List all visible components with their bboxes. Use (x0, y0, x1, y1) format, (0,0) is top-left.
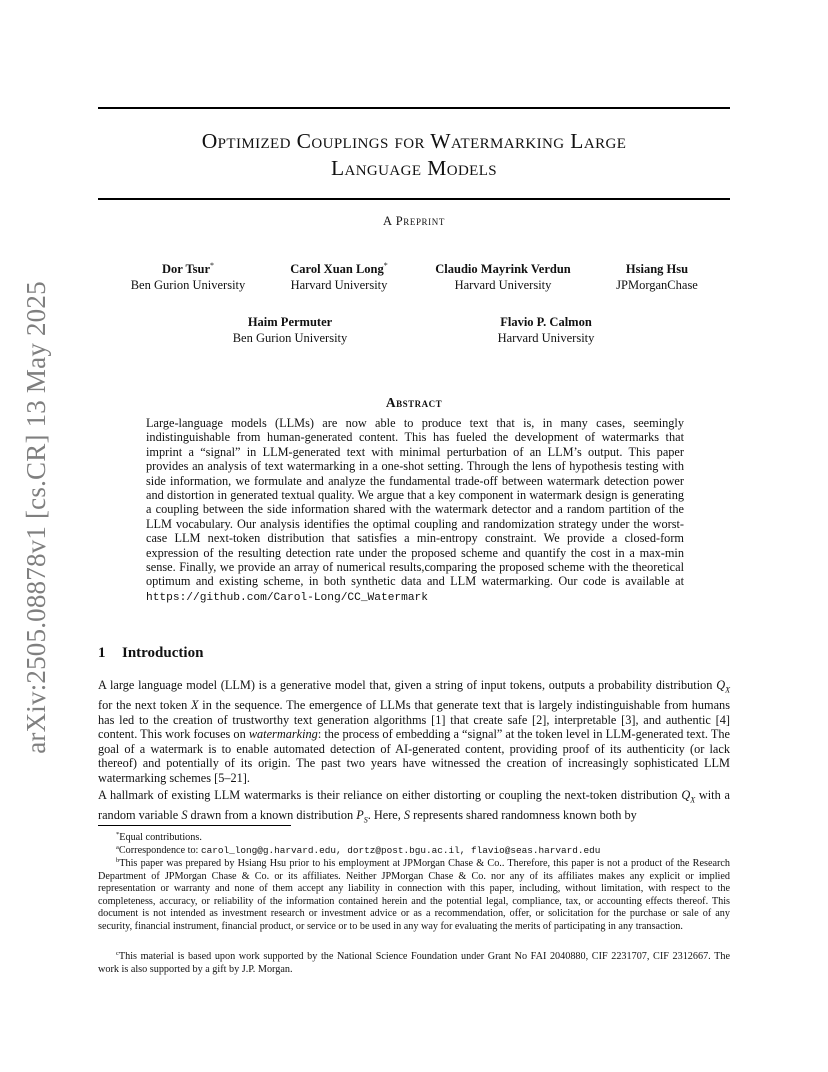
arxiv-stamp-text: arXiv:2505.08878v1 [cs.CR] 13 May 2025 (20, 281, 51, 754)
author-affiliation: Harvard University (290, 278, 388, 292)
author-block (210, 311, 370, 346)
author-block (472, 311, 620, 346)
abstract-body (146, 416, 684, 605)
author-affiliation: Ben Gurion University (232, 331, 348, 345)
intro-paragraph-2: A hallmark of existing LLM watermarks is their reliance on either distorting or coupling the next-token distribution $Q_X$ with a random variable S drawn from a known distribution $P_S$. Here, S represents shared randomness known both by (98, 788, 730, 825)
abstract-heading: Abstract (385, 395, 443, 410)
math-symbol: S (181, 808, 188, 823)
author-block (598, 258, 716, 293)
author-name: Carol Xuan Long* (290, 261, 388, 276)
author-block (258, 258, 420, 293)
author-block (412, 258, 594, 293)
author-name: Haim Permuter (247, 315, 333, 329)
footnote-rule (98, 825, 291, 826)
math-symbol: $Q_X$ (681, 788, 696, 805)
abstract-text: Large-language models (LLMs) are now able to produce text that is, in many cases, seemingly indistinguishable from human-generated content. This has fueled the development of watermarks that imprint a “signal” in LLM-generated text with minimal perturbation of an LLM’s output. This paper provides an analysis of text watermarking in a one-shot setting. Through the lens of hypothesis testing with side information, we formulate and analyze the fundamental trade-off between watermark detection power and distortion in generated textual quality. We argue that a key component in watermark design is generating a coupling between the side information shared with the watermark detector and a random partition of the LLM vocabulary. Our analysis identifies the optimal coupling and randomization strategy under the worst-case LLM next-token distribution that satisfies a min-entropy constraint. We provide a closed-form expression of the resulting detection rate under the proposed scheme and quantify the cost in a max-min sense. Finally, we provide an array of numerical results,comparing the proposed scheme with the theoretical optimum and existing scheme, in both synthetic data and LLM watermarking. Our code is available at (146, 416, 684, 589)
section-heading (98, 645, 730, 662)
author-affiliation: Harvard University (497, 331, 595, 345)
footnote-correspondence: $^a$Correspondence to: carol_long@g.harvard.edu, dortz@post.bgu.ac.il, flavio@seas.harvard.edu (116, 844, 601, 856)
emphasis-text: watermarking (248, 727, 318, 742)
author-name: Flavio P. Calmon (500, 315, 592, 329)
footnote-equal-contribution: *Equal contributions. (116, 831, 202, 843)
author-name: Hsiang Hsu (625, 262, 689, 276)
footnote-disclaimer: $^b$This paper was prepared by Hsiang Hsu prior to his employment at JPMorgan Chase & Co.. Therefore, this paper is not a product of the Research Department of JPMorgan Chase & Co. or its affiliates. Neither JPMorgan Chase & Co. nor any of its affiliates makes any explicit or implied representation or warranty and none of them accept any liability in connection with this paper, including, without limitation, with respect to the completeness, accuracy, or reliability of the information contained herein and the potential legal, compliance, tax, or accounting effects thereof. This document is not intended as investment research or investment advice or as a recommendation, offer, or solicitation for the purchase or sale of any security, financial instrument, financial product, or service or to be used in any way for evaluating the merits of participating in any transaction. (98, 857, 730, 932)
footnote-funding: $^c$This material is based upon work supported by the National Science Foundation under Grant No FAI 2040880, CIF 2231707, CIF 2312667. The work is also supported by a gift by J.P. Morgan. (98, 950, 730, 975)
preprint-label: A Preprint (383, 214, 445, 228)
code-link[interactable]: https://github.com/Carol-Long/CC_Watermark (146, 591, 428, 604)
title-line-2: Language Models (330, 156, 498, 180)
title-line-1: Optimized Couplings for Watermarking Large (201, 129, 627, 153)
title-rule-bottom (98, 198, 730, 200)
author-affiliation: Harvard University (454, 278, 552, 292)
section-title: Introduction (122, 645, 204, 661)
arxiv-stamp (16, 275, 56, 760)
intro-paragraph-1: A large language model (LLM) is a generative model that, given a string of input tokens, outputs a probability distribution $Q_X$ for the next token X in the sequence. The emergence of LLMs that generate text that is largely indistinguishable from humans has led to the creation of trustworthy text generation algorithms [1] that create safe [2], interpretable [3], and authentic [4] content. This work focuses on watermarking: the process of embedding a “signal” at the token level in LLM-generated text. The goal of a watermark is to enable automated detection of AI-generated content, providing proof of its authenticity (or lack thereof) and potentially of its origin. The past two years have witnessed the creation of increasingly sophisticated LLM watermarking schemes [5–21]. (98, 678, 730, 786)
author-block (98, 258, 278, 293)
author-affiliation: Ben Gurion University (130, 278, 246, 292)
section-number: 1 (98, 645, 106, 661)
math-symbol: S (403, 808, 411, 823)
correspondence-emails[interactable]: carol_long@g.harvard.edu, dortz@post.bgu.ac.il, flavio@seas.harvard.edu (200, 845, 601, 856)
paper-title (98, 128, 730, 182)
author-name: Dor Tsur* (161, 261, 215, 276)
author-name: Claudio Mayrink Verdun (435, 262, 571, 276)
math-symbol: $Q_X$ (716, 678, 730, 695)
title-rule-top (98, 107, 730, 109)
math-symbol: $P_S$ (356, 808, 368, 825)
author-affiliation: JPMorganChase (616, 278, 698, 292)
math-symbol: X (191, 698, 199, 713)
